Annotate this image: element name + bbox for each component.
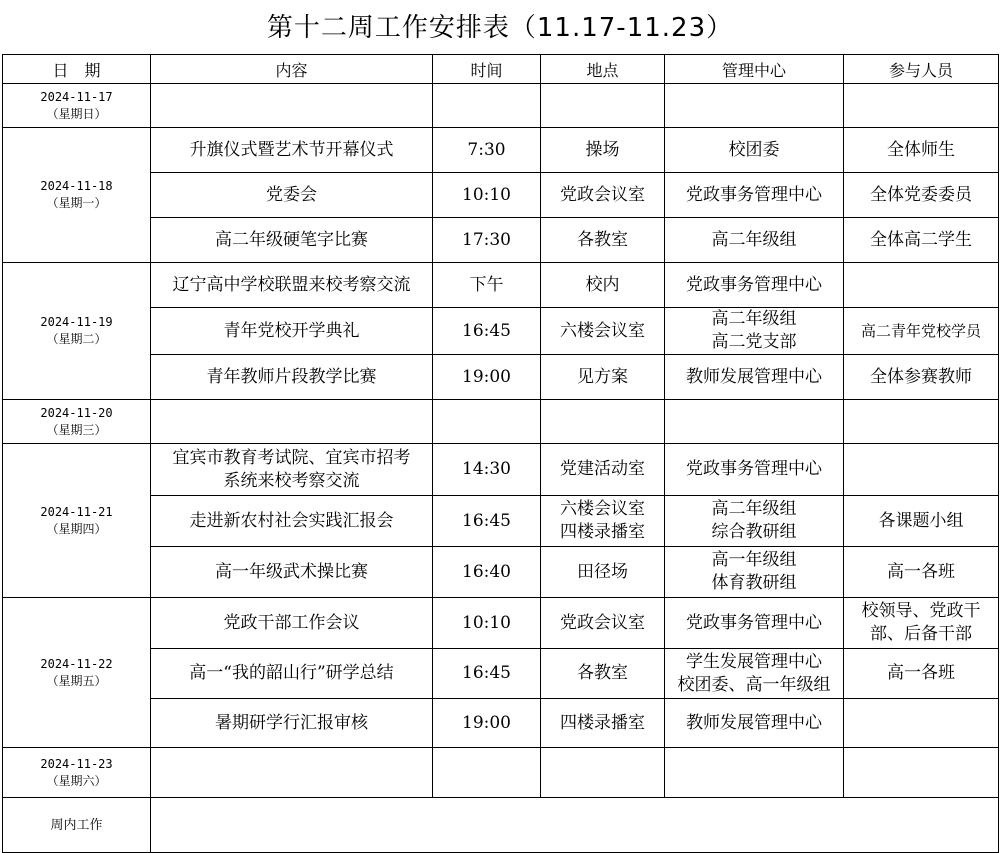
event-time: 7:30 [433,128,541,173]
table-row [3,444,999,496]
date-cell: 2024-11-19 （星期二） [3,263,151,400]
date-cell: 2024-11-18 （星期一） [3,128,151,263]
table-row [3,649,999,699]
event-place: 田径场 [541,547,665,598]
event-people: 全体参赛教师 [844,355,999,400]
event-people [844,263,999,308]
date-cell: 2024-11-21 （星期四） [3,444,151,598]
table-row [3,496,999,547]
event-content: 高二年级硬笔字比赛 [151,218,433,263]
table-row [3,355,999,400]
weekly-work-content [151,798,999,853]
event-time: 16:40 [433,547,541,598]
event-content: 暑期研学行汇报审核 [151,699,433,748]
event-people: 高一各班 [844,547,999,598]
event-content: 党政干部工作会议 [151,598,433,649]
event-center: 校团委 [665,128,844,173]
table-row [3,400,999,444]
event-content: 党委会 [151,173,433,218]
event-center: 教师发展管理中心 [665,355,844,400]
event-time: 16:45 [433,496,541,547]
event-place: 六楼会议室 四楼录播室 [541,496,665,547]
event-people: 全体师生 [844,128,999,173]
event-time: 10:10 [433,173,541,218]
table-row [3,84,999,128]
event-place: 校内 [541,263,665,308]
header-content: 内容 [151,55,433,84]
event-time: 19:00 [433,355,541,400]
event-content: 宜宾市教育考试院、宜宾市招考 系统来校考察交流 [151,444,433,496]
page-title: 第十二周工作安排表（11.17-11.23） [266,13,734,43]
schedule-table [2,54,999,853]
table-row [3,128,999,173]
header-people: 参与人员 [844,55,999,84]
table-row [3,308,999,355]
table-row [3,263,999,308]
event-place: 操场 [541,128,665,173]
event-center: 高一年级组 体育教研组 [665,547,844,598]
header-row [3,55,999,84]
event-content: 升旗仪式暨艺术节开幕仪式 [151,128,433,173]
event-place: 见方案 [541,355,665,400]
event-center: 教师发展管理中心 [665,699,844,748]
event-center: 党政事务管理中心 [665,263,844,308]
event-people: 高二青年党校学员 [844,308,999,355]
header-date: 日 期 [3,55,151,84]
event-center: 高二年级组 高二党支部 [665,308,844,355]
event-center: 学生发展管理中心 校团委、高一年级组 [665,649,844,699]
event-people: 高一各班 [844,649,999,699]
event-people: 校领导、党政干 部、后备干部 [844,598,999,649]
event-place: 各教室 [541,649,665,699]
weekly-work-label: 周内工作 [3,798,151,853]
event-content: 高一“我的韶山行”研学总结 [151,649,433,699]
event-content: 青年教师片段教学比赛 [151,355,433,400]
event-place: 各教室 [541,218,665,263]
event-center: 党政事务管理中心 [665,173,844,218]
table-row [3,598,999,649]
event-place: 党政会议室 [541,598,665,649]
table-row [3,173,999,218]
event-people: 全体高二学生 [844,218,999,263]
event-center: 高二年级组 [665,218,844,263]
event-place: 党建活动室 [541,444,665,496]
event-center: 党政事务管理中心 [665,598,844,649]
event-people: 全体党委委员 [844,173,999,218]
event-time: 下午 [433,263,541,308]
footer-row [3,798,999,853]
event-people [844,699,999,748]
event-content: 辽宁高中学校联盟来校考察交流 [151,263,433,308]
table-row [3,699,999,748]
event-time: 16:45 [433,649,541,699]
event-center: 高二年级组 综合教研组 [665,496,844,547]
table-row [3,218,999,263]
table-row [3,547,999,598]
date-cell: 2024-11-22 （星期五） [3,598,151,748]
event-people: 各课题小组 [844,496,999,547]
event-center: 党政事务管理中心 [665,444,844,496]
header-place: 地点 [541,55,665,84]
date-cell: 2024-11-17 （星期日） [3,84,151,128]
event-content: 走进新农村社会实践汇报会 [151,496,433,547]
event-time: 16:45 [433,308,541,355]
event-content: 高一年级武术操比赛 [151,547,433,598]
event-time: 17:30 [433,218,541,263]
header-center: 管理中心 [665,55,844,84]
event-place: 六楼会议室 [541,308,665,355]
event-time: 14:30 [433,444,541,496]
event-place: 党政会议室 [541,173,665,218]
date-cell: 2024-11-23 （星期六） [3,748,151,798]
event-content: 青年党校开学典礼 [151,308,433,355]
event-people [844,444,999,496]
table-row [3,748,999,798]
date-cell: 2024-11-20 （星期三） [3,400,151,444]
event-time: 10:10 [433,598,541,649]
header-time: 时间 [433,55,541,84]
event-place: 四楼录播室 [541,699,665,748]
event-time: 19:00 [433,699,541,748]
